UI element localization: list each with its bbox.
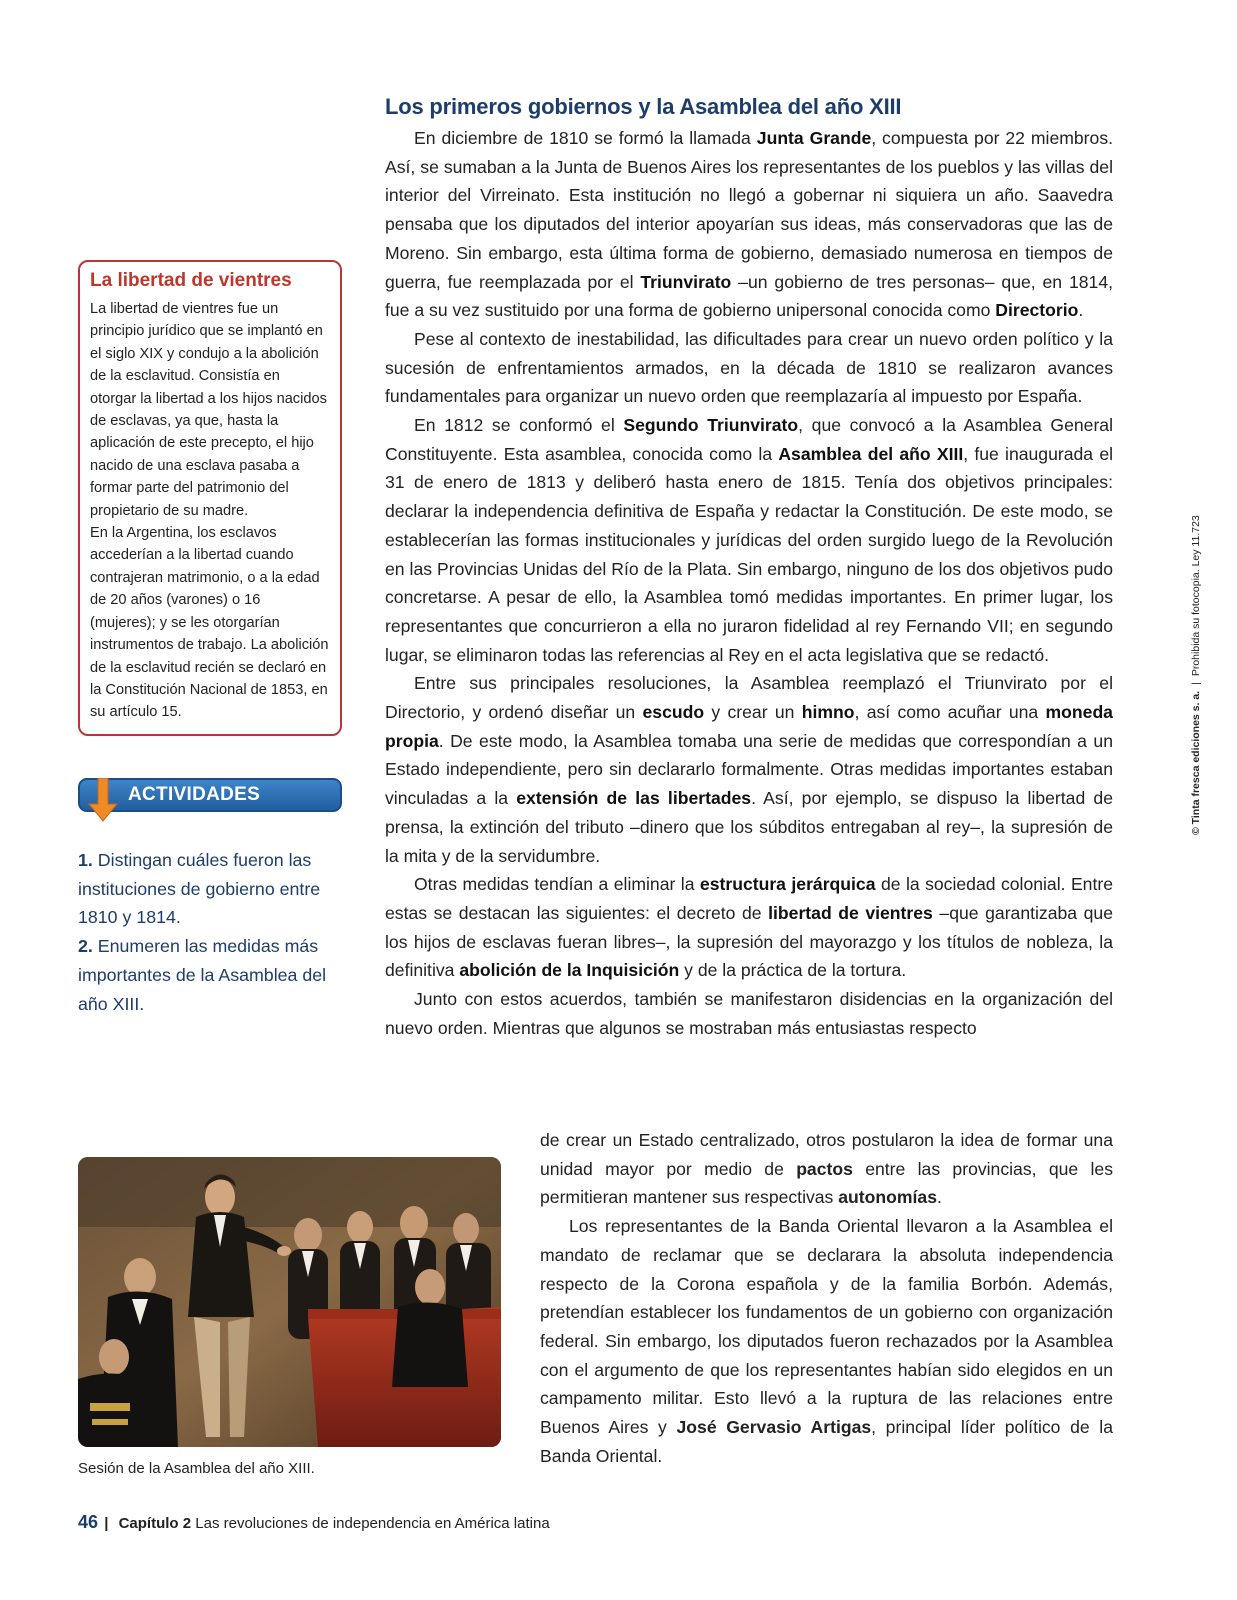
bold-term: extensión de las libertades: [516, 788, 752, 809]
page-footer: [78, 1512, 550, 1533]
page-number: 46: [78, 1512, 99, 1532]
painting-caption: Sesión de la Asamblea del año XIII.: [78, 1460, 315, 1477]
copyright-law: Prohibida su fotocopia. Ley 11.723: [1190, 515, 1202, 677]
text-run: Otras medidas tendían a eliminar la: [414, 874, 700, 895]
painting-illustration: [78, 1157, 501, 1447]
bold-term: autonomías: [838, 1187, 937, 1208]
text-run: En 1812 se conformó el: [414, 415, 624, 436]
activity-item: [78, 846, 353, 932]
activities-list: [78, 846, 353, 1018]
text-run: . Así, por ejemplo, se dispuso la libertad de prensa, la extinción del tributo –dinero que los súbditos entregaban al rey–, la supresión de la mita y de la servidumbre.: [385, 788, 1114, 866]
paragraph-7: [540, 1212, 1113, 1470]
publisher-name: © Tinta fresca ediciones s. a.: [1190, 690, 1202, 835]
text-run: –que garantizaba que los hijos de esclavas fueran libres–, la supresión del mayorazgo y los títulos de nobleza, la definitiva: [385, 902, 1113, 981]
bold-term: Asamblea del año XIII: [778, 443, 964, 464]
text-run: .: [936, 1187, 942, 1208]
paragraph-4: [385, 669, 1113, 870]
text-run: , principal líder político de la Banda Oriental.: [540, 1417, 1113, 1466]
activity-number: 2.: [78, 936, 93, 957]
chapter-number: Capítulo 2: [118, 1515, 192, 1532]
sidebox-title: La libertad de vientres: [90, 270, 292, 291]
bold-term: Directorio: [995, 300, 1079, 321]
paragraph-6: Junto con estos acuerdos, también se manifestaron disidencias en la organización del nuevo orden. Mientras que algunos se mostraban más entusiastas respecto: [385, 989, 1113, 1038]
text-run: entre las provincias, que les permitieran mantener sus respectivas: [540, 1158, 1113, 1208]
text-run: . De este modo, la Asamblea tomaba una serie de medidas que correspondían a un Estado independiente, pero sin declararlo formalmente. Otras medidas importantes estaban vinculadas a la: [385, 730, 1113, 809]
bold-term: Junta Grande: [756, 128, 872, 148]
section-heading: Los primeros gobiernos y la Asamblea del año XIII: [385, 94, 902, 119]
text-run: En diciembre de 1810 se formó la llamada: [414, 128, 757, 148]
paragraph-5: [385, 870, 1113, 985]
bold-term: estructura jerárquica: [699, 874, 876, 895]
activity-text: Distingan cuáles fueron las instituciones de gobierno entre 1810 y 1814.: [78, 850, 321, 928]
text-run: , compuesta por 22 miembros. Así, se sumaban a la Junta de Buenos Aires los representantes de los pueblos y las villas del interior del Virreinato. Esta institución no llegó a gobernar ni siquiera un año. Saavedra pensaba que los diputados del interior apoyarían sus ideas, más conservadoras que las de Moreno. Sin embargo, esta última forma de gobierno, demasiado numerosa en tiempos de guerra, fue reemplazada por el: [385, 128, 1114, 292]
paragraph-2: Pese al contexto de inestabilidad, las dificultades para crear un nuevo orden político y la sucesión de enfrentamientos armados, en la década de 1810 se realizaron avances fundamentales para organizar un nuevo orden que reemplazaría al impuesto por España.: [385, 328, 1113, 407]
chapter-title: Las revoluciones de independencia en América latina: [195, 1515, 550, 1532]
text-run: y de la práctica de la tortura.: [679, 960, 907, 981]
activities-title: ACTIVIDADES: [128, 784, 261, 805]
footer-separator: |: [104, 1515, 109, 1532]
text-run: , que convocó a la Asamblea General Constituyente. Esta asamblea, conocida como la: [385, 415, 1113, 464]
bold-term: Triunvirato: [640, 271, 732, 292]
text-run: y crear un: [704, 702, 802, 723]
activity-text: Enumeren las medidas más importantes de la Asamblea del año XIII.: [78, 936, 327, 1014]
bold-term: abolición de la Inquisición: [459, 960, 680, 981]
activity-number: 1.: [78, 850, 93, 870]
copyright-separator: |: [1190, 682, 1202, 685]
down-arrow-icon: [88, 778, 118, 822]
paragraph-1: [385, 124, 1113, 325]
activities-header: [78, 778, 342, 812]
paragraph-6-continued: [540, 1126, 1113, 1212]
text-run: de crear un Estado centralizado, otros postularon la idea de formar una unidad mayor por medio de: [540, 1130, 1113, 1179]
bold-term: escudo: [642, 702, 705, 723]
text-run: .: [1078, 300, 1084, 321]
text-run: de la sociedad colonial. Entre estas se destacan las siguientes: el decreto de: [385, 874, 1113, 923]
text-run: , fue inaugurada el 31 de enero de 1813 y deliberó hasta enero de 1815. Tenía dos objetivos principales: declarar la independencia definitiva de España y redactar la Constitución. De este modo, se establecerían las formas institucionales y jurídicas del orden surgido luego de la Revolución en las Provincias Unidas del Río de la Plata. Sin embargo, ninguno de los dos objetivos pudo concretarse. A pesar de ello, la Asamblea tomó medidas importantes. En primer lugar, los representantes que concurrieron a ella no juraron fidelidad al rey Fernando VII; en segundo lugar, se eliminaron todas las referencias al Rey en el acta legislativa que se redactó.: [385, 443, 1114, 665]
text-run: –un gobierno de tres personas– que, en 1814, fue a su vez sustituido por una forma de gobierno unipersonal conocida como: [385, 271, 1113, 321]
sidebox-paragraph-1: La libertad de vientres fue un principio jurídico que se implantó en el siglo XIX y condujo a la abolición de la esclavitud. Consistía en otorgar la libertad a los hijos nacidos de esclavas, ya que, hasta la aplicación de este precepto, el hijo nacido de una esclava pasaba a formar parte del patrimonio del propietario de su madre.: [90, 301, 327, 519]
text-run: , así como acuñar una: [854, 702, 1046, 723]
main-text-continued: [540, 1126, 1113, 1470]
text-run: Los representantes de la Banda Oriental llevaron a la Asamblea el mandato de reclamar que se declarara la absoluta independencia respecto de la Corona española y de la familia Borbón. Además, pretendían establecer los fundamentos de un gobierno con organización federal. Sin embargo, los diputados fueron rechazados por la Asamblea con el argumento de que los representantes habían sido elegidos en un campamento militar. Esto llevó a la ruptura de las relaciones entre Buenos Aires y: [540, 1216, 1113, 1438]
bold-term: Segundo Triunvirato: [623, 415, 799, 436]
activity-item: [78, 932, 353, 1018]
copyright-notice: [1188, 515, 1208, 855]
bold-term: José Gervasio Artigas: [676, 1417, 872, 1438]
assembly-painting: [78, 1157, 501, 1447]
sidebox-paragraph-2: En la Argentina, los esclavos accederían a la libertad cuando contrajeran matrimonio, o a la edad de 20 años (varones) o 16 (mujeres); y se les otorgarían instrumentos de trabajo. La abolición de la esclavitud recién se declaró en la Constitución Nacional de 1853, en su artículo 15.: [90, 525, 329, 721]
bold-term: libertad de vientres: [768, 902, 933, 923]
libertad-de-vientres-box: [78, 260, 342, 736]
text-run: Entre sus principales resoluciones, la Asamblea reemplazó el Triunvirato por el Directorio, y ordenó diseñar un: [385, 673, 1113, 723]
main-text: [385, 124, 1113, 1043]
bold-term: pactos: [796, 1158, 853, 1179]
paragraph-3: [385, 411, 1113, 669]
bold-term: himno: [801, 702, 855, 723]
bold-term: moneda propia: [385, 702, 1113, 751]
